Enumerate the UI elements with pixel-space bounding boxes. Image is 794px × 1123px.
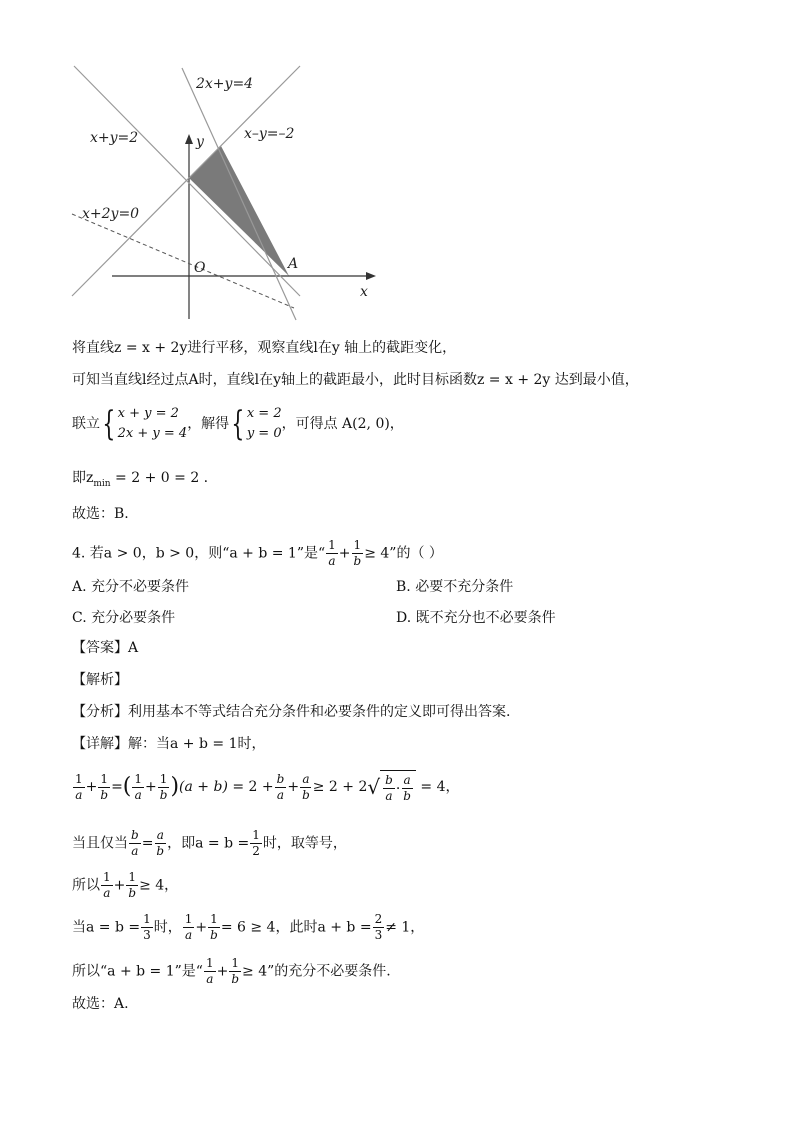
conclusion-suffix: ≥ 4”的充分不必要条件.: [242, 963, 391, 980]
fraction: $\frac{1}{a}$: [184, 912, 193, 942]
label-x-axis: x: [360, 284, 368, 300]
fraction: $\frac{1}{b}$: [353, 538, 362, 568]
question4-stem: 4. 若a > 0，b > 0，则“a + b = 1”是“ $\frac{1}{a}$ + $\frac{1}{b}$ ≥ 4”的（ ）: [72, 538, 443, 568]
label-point-a: A: [288, 256, 299, 272]
fenxi-line: 【分析】利用基本不等式结合充分条件和必要条件的定义即可得出答案.: [72, 704, 511, 720]
fraction: $\frac{1}{a}$: [328, 538, 336, 568]
linear-programming-figure: [68, 64, 388, 324]
label-x-2y-0: x+2y=0: [82, 206, 140, 222]
label-y-axis: y: [196, 134, 204, 150]
system1-eq2: 2x + y = 4: [117, 426, 188, 441]
conclusion-prefix: 所以“a + b = 1”是“: [72, 963, 203, 980]
xiangjie-line: 【详解】解：当a + b = 1时，: [72, 736, 266, 752]
fraction: $\frac{1}{a}$: [205, 956, 214, 986]
fraction: $\frac{1}{b}$: [231, 956, 240, 986]
q4-stem-suffix: ≥ 4”的（ ）: [364, 545, 443, 562]
brace-icon: {: [102, 404, 116, 444]
label-x-y-2: x+y=2: [90, 130, 139, 146]
so-line: 所以 $\frac{1}{a}$ + $\frac{1}{b}$ ≥ 4，: [72, 870, 179, 900]
zmin-prefix: 即z: [72, 470, 94, 486]
equation-system-1: [118, 404, 188, 444]
fraction: $\frac{1}{a}$: [134, 771, 143, 802]
x-axis-arrow: [366, 272, 376, 280]
option-c[interactable]: C. 充分必要条件: [72, 610, 176, 626]
fraction: $\frac{1}{b}$: [159, 771, 168, 802]
fraction: $\frac{1}{a}$: [75, 771, 83, 802]
conclusion-line: 所以“a + b = 1”是“ $\frac{1}{a}$ + $\frac{1}{b}$ ≥ 4”的充分不必要条件.: [72, 956, 391, 986]
sqrt: √ $\frac{b}{a}$ · $\frac{a}{b}$: [367, 770, 416, 804]
system2-eq1: x = 2: [246, 406, 282, 421]
brace-icon: {: [231, 404, 245, 444]
system1-eq1: x + y = 2: [117, 406, 179, 421]
counter-mid2: = 6 ≥ 4，此时a + b =: [220, 919, 372, 936]
option-a[interactable]: A. 充分不必要条件: [72, 579, 190, 595]
counter-example-line: 当a = b = $\frac{1}{3}$ 时， $\frac{1}{a}$ + $\frac{1}{b}$ = 6 ≥ 4，此时a + b = $\frac{2}{3}$ ≠ 1，: [72, 912, 425, 942]
eq1-tail: = 4，: [420, 779, 460, 795]
fraction: $\frac{2}{3}$: [374, 912, 383, 942]
option-d[interactable]: D. 既不充分也不必要条件: [396, 610, 556, 626]
solution-line-3: [72, 404, 404, 444]
counter-mid1: 时，: [153, 919, 182, 936]
system-suffix: ，可得点 A(2, 0)，: [281, 416, 404, 432]
fraction: $\frac{1}{b}$: [100, 771, 109, 802]
label-origin: O: [194, 260, 206, 276]
system-prefix: 联立: [72, 416, 100, 432]
equal-prefix: 当且仅当: [72, 835, 128, 852]
equal-mid: ，即a = b =: [167, 835, 250, 852]
fraction: $\frac{a}{b}$: [156, 828, 165, 858]
system-mid: ，解得: [187, 416, 230, 432]
equation-system-2: [247, 404, 282, 444]
zmin-rest: = 2 + 0 = 2 .: [110, 470, 209, 486]
fraction: $\frac{1}{3}$: [143, 912, 151, 942]
so-prefix: 所以: [72, 877, 100, 894]
equality-condition-line: 当且仅当 $\frac{b}{a}$ = $\frac{a}{b}$ ，即a = b = $\frac{1}{2}$ 时，取等号，: [72, 828, 347, 858]
answer-tag: 【答案】A: [72, 640, 139, 656]
option-b[interactable]: B. 必要不充分条件: [396, 579, 514, 595]
equation-line-1: $\frac{1}{a}$ + $\frac{1}{b}$ =( $\frac{1}{a}$ + $\frac{1}{b}$ )(a + b) = 2 + $\frac{b}{a}$ + $\frac{a}{b}$ ≥ 2 + 2 √ $\frac{b}{a}$ · $\frac{a}{b}$ = 4，: [75, 771, 460, 803]
zmin-sub: min: [93, 478, 111, 489]
fraction: $\frac{1}{a}$: [103, 870, 111, 900]
question4-answer: 故选：A.: [72, 996, 129, 1012]
label-x-minus-y: x–y=–2: [244, 126, 295, 142]
fraction: $\frac{1}{b}$: [128, 870, 137, 900]
analysis-tag: 【解析】: [72, 672, 128, 688]
label-2x-y-4: 2x+y=4: [196, 76, 254, 92]
equal-suffix: 时，取等号，: [262, 835, 347, 852]
fraction: $\frac{a}{b}$: [302, 771, 310, 802]
counter-suffix: ≠ 1，: [385, 919, 425, 936]
counter-prefix: 当a = b =: [72, 919, 141, 936]
so-suffix: ≥ 4，: [139, 877, 179, 894]
fraction: $\frac{1}{b}$: [210, 912, 218, 942]
feasible-region: [189, 146, 289, 276]
fraction: $\frac{1}{2}$: [252, 828, 260, 858]
y-axis-arrow: [185, 134, 193, 144]
system2-eq2: y = 0: [246, 426, 282, 441]
solution-line-4: [72, 468, 208, 494]
solution-line-2: 可知当直线l经过点A时，直线l在y轴上的截距最小，此时目标函数z = x + 2y 达到最小值，: [72, 372, 639, 388]
q4-stem-prefix: 4. 若a > 0，b > 0，则“a + b = 1”是“: [72, 545, 326, 562]
solution3-answer: 故选：B.: [72, 506, 129, 522]
fraction: $\frac{b}{a}$: [276, 771, 285, 802]
solution-line-1: 将直线z = x + 2y进行平移，观察直线l在y 轴上的截距变化，: [72, 340, 457, 356]
fraction: $\frac{b}{a}$: [131, 828, 139, 858]
